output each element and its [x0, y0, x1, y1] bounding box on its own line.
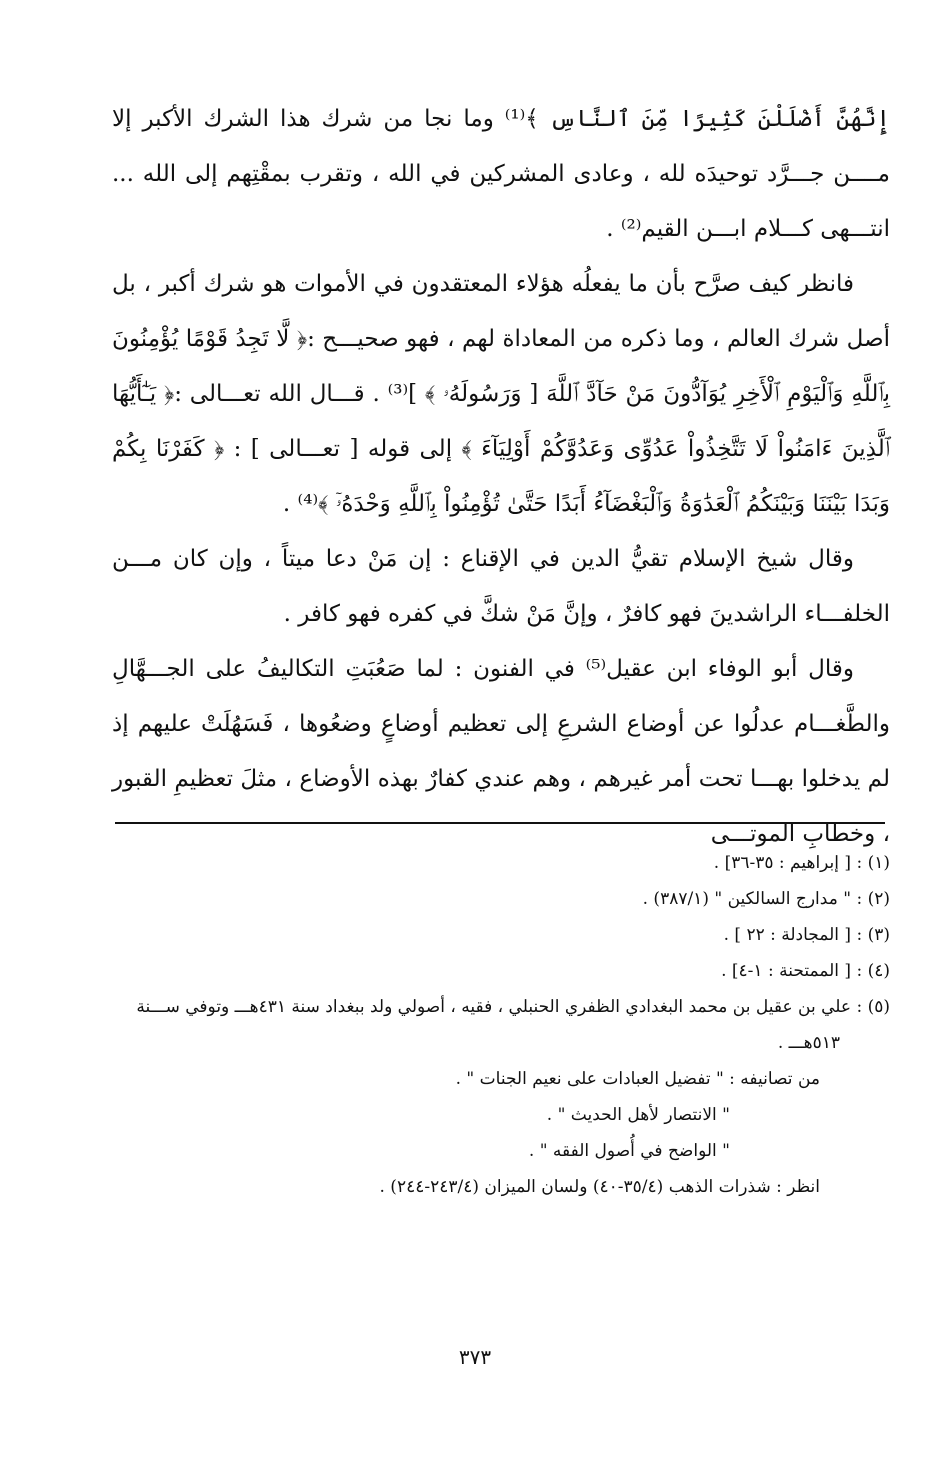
page-number: ٣٧٣ [458, 1345, 492, 1369]
footnote-5-work-3: " الواضح في أُصول الفقه " . [528, 1141, 730, 1161]
paragraph-1: إِنَّهُنَّ أَضْلَلْنَ كَثِيرًا مِّنَ ٱلنَّاسِ ﴾⁽¹⁾ وما نجا من شرك هذا الشرك الأكبر إلا مــــن جـــرَّد توحيدَه لله ، وعادى المشركين في الله ، وتقرب بمقْتِهم إلى الله ... انتـــهى كـــلام ابـــن القيم⁽²⁾ . [112, 106, 891, 242]
footnote-5: (٥) : علي بن عقيل بن محمد البغدادي الظفري الحنبلي ، فقيه ، أصولي ولد ببغداد سنة ٤٣١هـــ وتوفي ســـنة [136, 997, 890, 1017]
main-text [112, 92, 890, 862]
footnote-2: (٢) : " مدارج السالكين " (٣٨٧/١) . [642, 889, 890, 909]
footnote-5-references: انظر : شذرات الذهب (٣٥/٤-٤٠) ولسان الميزان (٢٤٣/٤-٢٤٤) . [379, 1177, 820, 1197]
footnote-5-work-2: " الانتصار لأهل الحديث " . [546, 1105, 730, 1125]
paragraph-4: وقال أبو الوفاء ابن عقيل⁽⁵⁾ في الفنون : لما صَعُبَتِ التكاليفُ على الجـــهَّالِ والطَّغـــام عدلُوا عن أوضاع الشرعِ إلى تعظيم أوضاعٍ وضعُوها ، فَسَهُلَتْ عليهم إذ لم يدخلوا بهـــا تحت أمر غيرهم ، وهم عندي كفارٌ بهذه الأوضاع ، مثلَ تعظيمِ القبور ، وخطابِ الموتـــى [112, 656, 890, 847]
paragraph-3: وقال شيخ الإسلام تقيُّ الدين في الإقناع : إن مَنْ دعا ميتاً ، وإن كان مـــن الخلفـــاء الراشدينَ فهو كافرٌ ، وإنَّ مَنْ شكَّ في كفره فهو كافر . [112, 546, 890, 627]
footnote-separator [115, 822, 885, 824]
footnote-1: (١) : [ إبراهيم : ٣٥-٣٦] . [713, 853, 890, 873]
footnote-5-continued: ٥١٣هـــ . [777, 1033, 840, 1053]
footnote-3: (٣) : [ المجادلة : ٢٢ ] . [723, 925, 890, 945]
paragraph-2: فانظر كيف صرَّح بأن ما يفعلُه هؤلاء المعتقدون في الأموات هو شرك أكبر ، بل أصل شرك العالم ، وما ذكره من المعاداة لهم ، فهو صحيـــح :﴿ لَّا تَجِدُ قَوْمًا يُؤْمِنُونَ بِٱللَّهِ وَٱلْيَوْمِ ٱلْأَخِرِ يُوَآدُّونَ مَنْ حَآدَّ ٱللَّهَ [ وَرَسُولَهُۥ ﴾ ]⁽³⁾ . قـــال الله تعـــالى :﴿ يَـٰٓأَيُّهَا ٱلَّذِينَ ءَامَنُواْ لَا تَتَّخِذُواْ عَدُوِّى وَعَدُوَّكُمْ أَوْلِيَآءَ ﴾ إلى قوله [ تعـــالى ] : ﴿ كَفَرْنَا بِكُمْ وَبَدَا بَيْنَنَا وَبَيْنَكُمُ ٱلْعَدَٰوَةُ وَٱلْبَغْضَآءُ أَبَدًا حَتَّىٰ تُؤْمِنُواْ بِٱللَّهِ وَحْدَهُۥٓ ﴾⁽⁴⁾ . [112, 271, 891, 517]
footnotes [112, 845, 890, 1205]
footnote-5-works-intro: من تصانيفه : " تفضيل العبادات على نعيم الجنات " . [455, 1069, 820, 1089]
footnote-4: (٤) : [ الممتحنة : ١-٤] . [721, 961, 890, 981]
